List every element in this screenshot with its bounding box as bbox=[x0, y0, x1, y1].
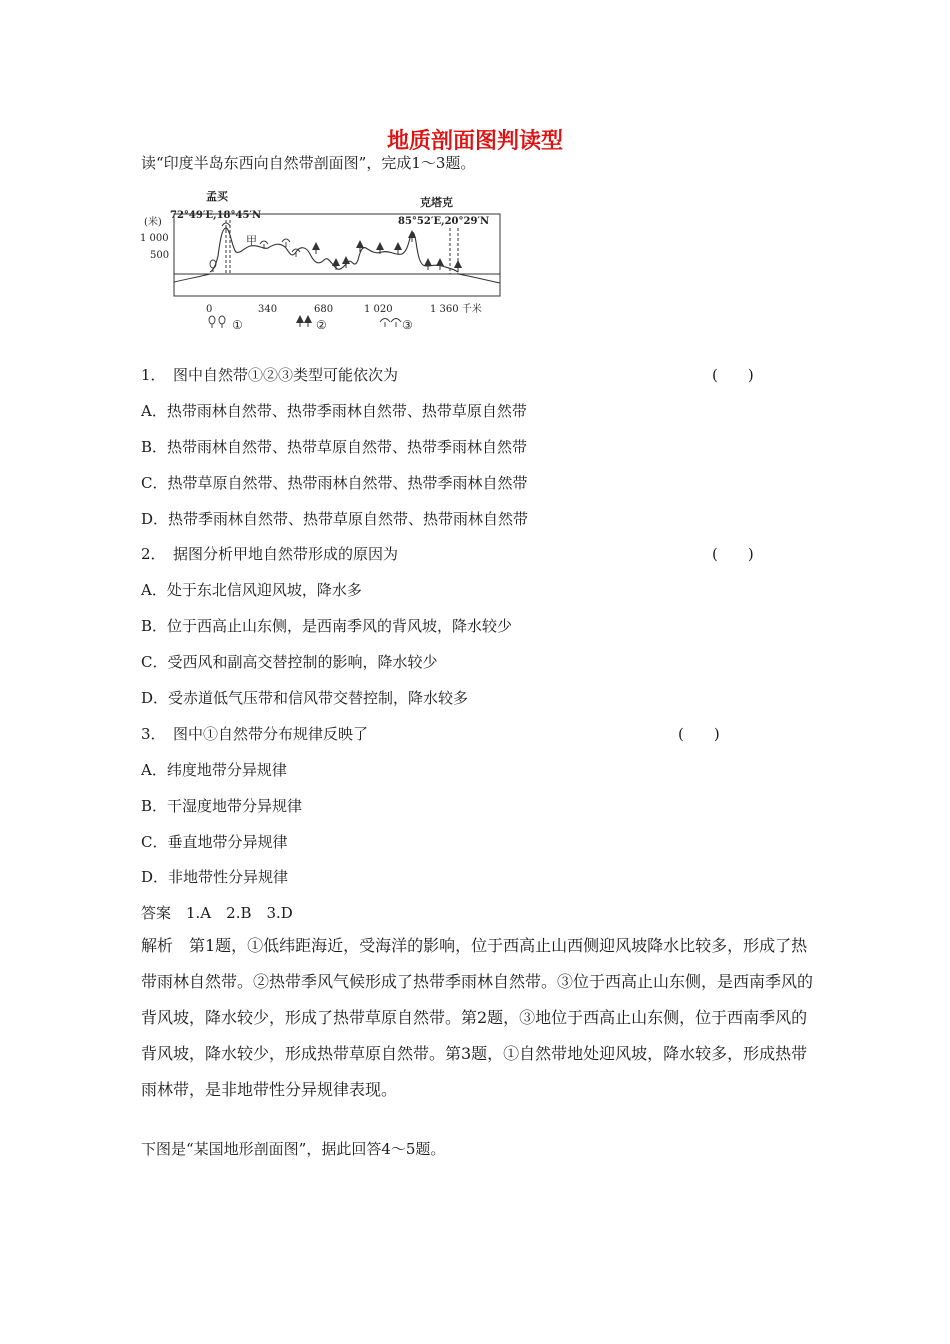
place-label-jia: 甲 bbox=[246, 234, 257, 247]
west-city-label: 孟买 bbox=[206, 190, 228, 203]
monsoon-forest-symbols bbox=[312, 230, 462, 272]
question-1-stem: 1． 图中自然带①②③类型可能依次为 bbox=[141, 366, 399, 384]
x-tick-0: 0 bbox=[206, 304, 213, 315]
east-coast-curve bbox=[458, 274, 500, 283]
next-section-intro: 下图是“某国地形剖面图”，据此回答4～5题。 bbox=[141, 1140, 446, 1158]
question-3-option-d: D．非地带性分异规律 bbox=[141, 868, 289, 886]
question-3-answer-blank: ( ) bbox=[678, 725, 720, 743]
question-2-option-c: C．受西风和副高交替控制的影响，降水较少 bbox=[141, 653, 438, 671]
question-2-answer-blank: ( ) bbox=[712, 545, 754, 563]
x-tick-1360: 1 360 千米 bbox=[430, 304, 482, 315]
west-coord-label: 72°49′E,18°45′N bbox=[170, 210, 262, 221]
profile-figure bbox=[140, 186, 520, 336]
question-2-option-a: A．处于东北信风迎风坡，降水多 bbox=[141, 581, 362, 599]
question-3-option-b: B．干湿度地带分异规律 bbox=[141, 797, 303, 815]
analysis-paragraph: 解析 第1题，①低纬距海近，受海洋的影响，位于西高止山西侧迎风坡降水比较多，形成了热带雨林自然带。②热带季风气候形成了热带季雨林自然带。③位于西高止山东侧，是西南季风的背风坡，降水较少，形成了热带草原自然带。第2题，③地位于西高止山东侧，位于西南季风的背风坡，降水较少，形成热带草原自然带。第3题，①自然带地处迎风坡，降水较多，形成热带雨林带，是非地带性分异规律表现。 bbox=[141, 936, 814, 1099]
legend-label-2: ② bbox=[316, 318, 327, 332]
question-1-option-a: A．热带雨林自然带、热带季雨林自然带、热带草原自然带 bbox=[141, 402, 527, 420]
question-3-option-c: C．垂直地带分异规律 bbox=[141, 833, 288, 851]
x-tick-680: 680 bbox=[314, 304, 334, 315]
y-tick-500: 500 bbox=[150, 250, 170, 261]
question-2-option-b: B．位于西高止山东侧，是西南季风的背风坡，降水较少 bbox=[141, 617, 513, 635]
question-1-option-b: B．热带雨林自然带、热带草原自然带、热带季雨林自然带 bbox=[141, 438, 528, 456]
x-tick-340: 340 bbox=[258, 304, 278, 315]
intro-text: 读“印度半岛东西向自然带剖面图”，完成1～3题。 bbox=[141, 154, 476, 172]
x-tick-1020: 1 020 bbox=[364, 304, 393, 315]
page-title: 地质剖面图判读型 bbox=[386, 128, 563, 154]
answer-key: 答案 1.A 2.B 3.D bbox=[141, 904, 293, 922]
question-1-option-c: C．热带草原自然带、热带雨林自然带、热带季雨林自然带 bbox=[141, 474, 528, 492]
question-2-stem: 2． 据图分析甲地自然带形成的原因为 bbox=[141, 545, 399, 563]
east-coord-label: 85°52′E,20°29′N bbox=[398, 216, 490, 227]
question-1-option-d: D．热带季雨林自然带、热带草原自然带、热带雨林自然带 bbox=[141, 510, 529, 528]
legend-label-3: ③ bbox=[402, 318, 413, 332]
legend-savanna-icon bbox=[380, 319, 401, 328]
unit-label: (米) bbox=[144, 217, 162, 228]
question-2-option-d: D．受赤道低气压带和信风带交替控制，降水较多 bbox=[141, 689, 469, 707]
y-tick-1000: 1 000 bbox=[140, 233, 169, 244]
legend-rainforest-icon bbox=[209, 316, 225, 328]
legend-label-1: ① bbox=[232, 318, 243, 332]
question-1-answer-blank: ( ) bbox=[712, 366, 754, 384]
east-city-label: 克塔克 bbox=[420, 196, 453, 209]
legend-monsoon-forest-icon bbox=[296, 315, 312, 327]
question-3-option-a: A．纬度地带分异规律 bbox=[141, 761, 287, 779]
west-coast-curve bbox=[174, 274, 210, 282]
question-3-stem: 3． 图中①自然带分布规律反映了 bbox=[141, 725, 369, 743]
